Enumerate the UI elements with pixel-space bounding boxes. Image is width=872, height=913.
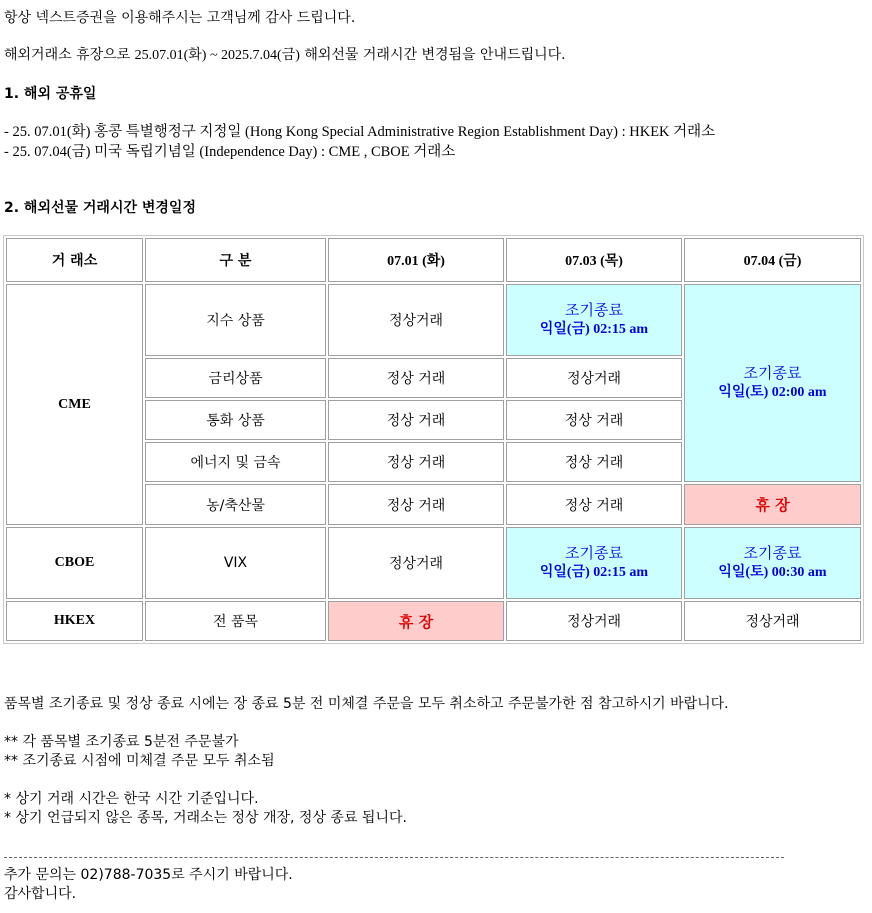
- status-cell: 정상거래: [506, 358, 682, 398]
- contact-line: 추가 문의는 02)788-7035로 주시기 바랍니다.: [4, 867, 293, 883]
- category-cell: 에너지 및 금속: [145, 442, 326, 482]
- category-cell: 금리상품: [145, 358, 326, 398]
- status-cell: 정상거래: [506, 601, 682, 641]
- holiday-notice: [4, 46, 566, 65]
- footer-divider: [4, 857, 784, 858]
- exchange-cme: CME: [6, 284, 143, 525]
- early-close-time: 익일(토) 00:30 am: [718, 565, 827, 580]
- table-row: [6, 601, 861, 641]
- category-cell: 전 품목: [145, 601, 326, 641]
- header-date-0704: 07.04 (금): [684, 238, 861, 282]
- early-close-time: 익일(토) 02:00 am: [718, 385, 827, 400]
- early-close-label: 조기종료: [565, 301, 623, 319]
- market-closed-cell: [328, 601, 504, 641]
- greeting-text: 항상 넥스트증권을 이용해주시는 고객님께 감사 드립니다.: [4, 10, 356, 26]
- early-close-label: 조기종료: [743, 544, 802, 562]
- early-close-label: 조기종료: [565, 544, 623, 562]
- table-row: [6, 284, 861, 356]
- status-cell: 정상거래: [328, 527, 504, 599]
- notice-prefix: 해외거래소 휴장으로: [4, 47, 135, 63]
- early-close-time: 익일(금) 02:15 am: [539, 322, 649, 337]
- note-line: ** 조기종료 시점에 미체결 주문 모두 취소됨: [4, 753, 275, 769]
- status-cell: 정상 거래: [506, 484, 682, 525]
- table-header-row: [6, 238, 861, 282]
- note-line: * 상기 언급되지 않은 종목, 거래소는 정상 개장, 정상 종료 됩니다.: [4, 810, 407, 826]
- status-cell: 정상거래: [684, 601, 861, 641]
- early-close-time: 익일(금) 02:15 am: [539, 565, 649, 580]
- early-close-cell: [506, 527, 682, 599]
- early-close-cell: [684, 284, 861, 482]
- table-row: [6, 527, 861, 599]
- closed-label: 휴 장: [398, 612, 434, 631]
- holiday-item-1: - 25. 07.01(화) 홍콩 특별행정구 지정일 (Hong Kong Special Administrative Region Establishment Day) : HKEK 거래소: [4, 124, 716, 140]
- early-close-cell: [506, 284, 682, 356]
- status-cell: 정상 거래: [506, 400, 682, 440]
- category-cell: 통화 상품: [145, 400, 326, 440]
- cancel-notice: 품목별 조기종료 및 정상 종료 시에는 장 종료 5분 전 미체결 주문을 모두 취소하고 주문불가한 점 참고하시기 바랍니다.: [4, 696, 729, 712]
- section2-title: 2. 해외선물 거래시간 변경일정: [4, 200, 196, 216]
- note-line: * 상기 거래 시간은 한국 시간 기준입니다.: [4, 791, 259, 807]
- header-date-0703: 07.03 (목): [506, 238, 682, 282]
- early-close-cell: [684, 527, 861, 599]
- status-cell: 정상 거래: [328, 442, 504, 482]
- category-cell: 농/축산물: [145, 484, 326, 525]
- note-line: ** 각 품목별 조기종료 5분전 주문불가: [4, 734, 239, 750]
- category-cell: 지수 상품: [145, 284, 326, 356]
- early-close-label: 조기종료: [743, 364, 802, 382]
- header-exchange: 거 래소: [6, 238, 143, 282]
- holiday-item-2: - 25. 07.04(금) 미국 독립기념일 (Independence Day) : CME , CBOE 거래소: [4, 144, 456, 160]
- section1-title: 1. 해외 공휴일: [4, 86, 97, 102]
- status-cell: 정상 거래: [506, 442, 682, 482]
- category-cell: VIX: [145, 527, 326, 599]
- market-closed-cell: [684, 484, 861, 525]
- exchange-hkex: HKEX: [6, 601, 143, 641]
- notice-suffix: 해외선물 거래시간 변경됨을 안내드립니다.: [299, 47, 566, 63]
- trading-schedule-table: [3, 235, 864, 644]
- thanks-line: 감사합니다.: [4, 886, 77, 902]
- status-cell: 정상 거래: [328, 484, 504, 525]
- status-cell: 정상 거래: [328, 358, 504, 398]
- closed-label: 휴 장: [755, 496, 790, 514]
- notice-dates: 25.07.01(화) ~ 2025.7.04(금): [134, 48, 300, 63]
- status-cell: 정상 거래: [328, 400, 504, 440]
- header-date-0701: 07.01 (화): [328, 238, 504, 282]
- header-category: 구 분: [145, 238, 326, 282]
- status-cell: 정상거래: [328, 284, 504, 356]
- exchange-cboe: CBOE: [6, 527, 143, 599]
